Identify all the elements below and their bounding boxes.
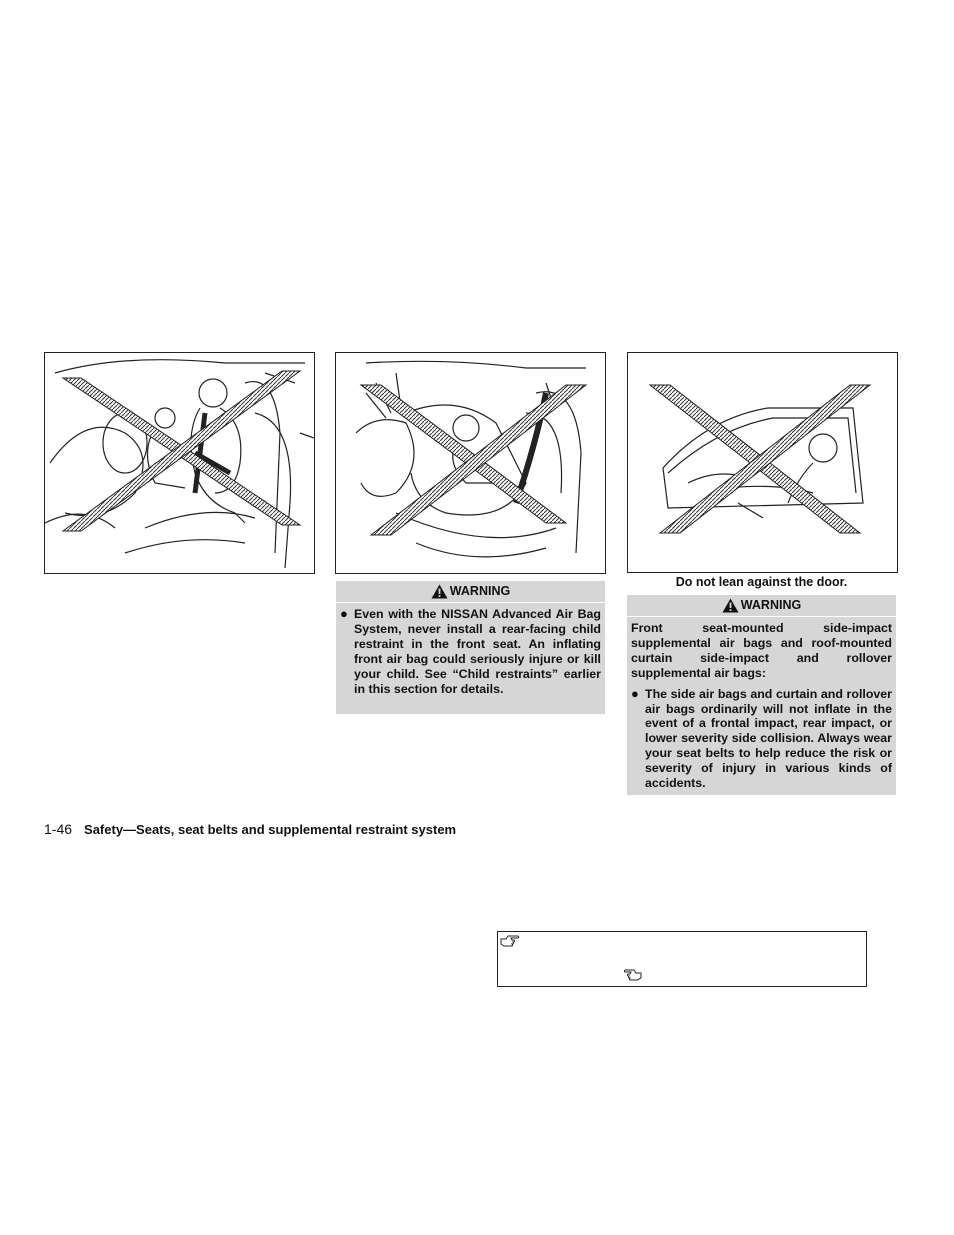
warning-box-side-air-bags [627,595,896,795]
page-number: 1-46 [44,821,73,837]
figure-passenger-leaning-forward [44,352,315,574]
bullet-dot-icon: ● [340,606,348,621]
prohibited-leaning-against-door-illustration [628,353,897,572]
figure-caption-door: Do not lean against the door. [675,575,848,589]
warning-heading [627,595,896,617]
warning-heading [336,581,605,603]
figure-rear-facing-child-restraint [335,352,606,574]
warning-bullet-text: Even with the NISSAN Advanced Air Bag System, never install a rear-facing child restraint in the front seat. An inflating front air bag could seriously injure or kill your child. See “Child restraints” earlier in this section for details. [354,607,601,696]
prohibited-rear-facing-child-seat-illustration [336,353,605,573]
warning-bullet [631,687,892,791]
figure-leaning-against-door [627,352,898,573]
warning-triangle-icon [722,598,739,613]
warning-box-child-restraint [336,581,605,714]
warning-label: WARNING [740,598,802,613]
pointing-hand-icon [500,934,520,948]
warning-intro-text: Front seat-mounted side-impact supplemental air bags and roof-mounted curtain side-impact and rollover supplemental air bags: [631,621,892,680]
warning-triangle-icon [431,584,448,599]
pointing-hand-icon [624,968,642,981]
bullet-dot-icon: ● [631,685,639,701]
prohibited-passenger-leaning-forward-illustration [45,353,314,573]
warning-bullet [340,607,601,696]
warning-label: WARNING [449,584,511,599]
page-footer [44,821,456,837]
section-title: Safety—Seats, seat belts and supplemental restraint system [84,822,457,837]
reference-note-box [497,931,867,987]
warning-bullet-text: The side air bags and curtain and rollover air bags ordinarily will not inflate in the event of a frontal impact, rear impact, or lower severity side collision. Always wear your seat belts to help reduce the risk or severity of injury in various kinds of accidents. [645,686,892,791]
